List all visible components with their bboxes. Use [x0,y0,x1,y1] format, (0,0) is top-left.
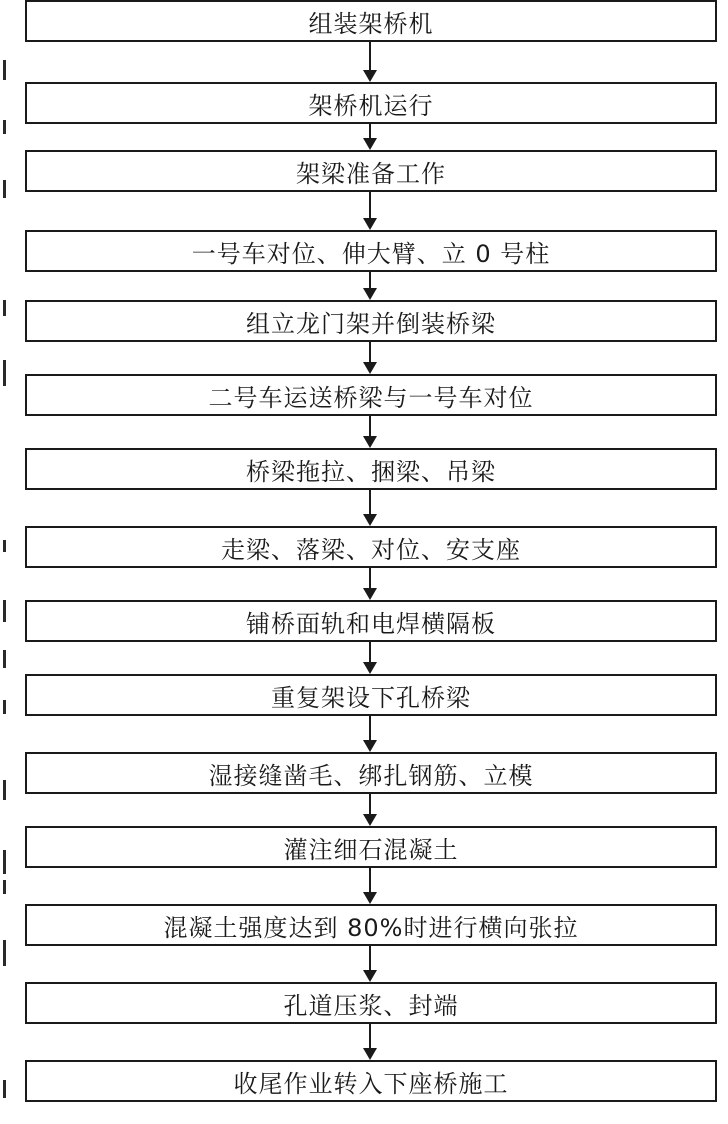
arrow-head-icon [363,138,377,150]
scan-edge-mark [3,300,6,316]
arrow-head-icon [363,362,377,374]
arrow-head-icon [363,288,377,300]
arrow-head-icon [363,514,377,526]
arrow-head-icon [363,662,377,674]
flow-step: 架梁准备工作 [25,150,717,192]
scan-edge-mark [3,850,6,874]
arrow-head-icon [363,588,377,600]
flow-step: 二号车运送桥梁与一号车对位 [25,374,717,416]
flow-arrow [363,716,377,752]
flow-arrow [363,42,377,82]
flow-arrow [363,124,377,150]
arrow-head-icon [363,218,377,230]
arrow-head-icon [363,436,377,448]
scan-edge-mark [3,650,6,668]
arrow-head-icon [363,740,377,752]
flow-step: 重复架设下孔桥梁 [25,674,717,716]
arrow-head-icon [363,70,377,82]
scan-edge-mark [3,360,6,386]
arrow-head-icon [363,970,377,982]
flow-step: 混凝土强度达到 80%时进行横向张拉 [25,904,717,946]
flow-step: 湿接缝凿毛、绑扎钢筋、立模 [25,752,717,794]
flow-arrow [363,642,377,674]
scan-edge-mark [3,780,6,800]
arrow-head-icon [363,892,377,904]
scan-edge-mark [3,180,6,198]
scan-edge-mark [3,880,6,894]
flow-arrow [363,1024,377,1060]
flow-step: 一号车对位、伸大臂、立 0 号柱 [25,230,717,272]
scan-edge-mark [3,540,6,552]
scan-edge-mark [3,1080,6,1098]
flow-step: 架桥机运行 [25,82,717,124]
flow-arrow [363,568,377,600]
scan-edge-mark [3,940,6,966]
flow-step: 组立龙门架并倒装桥梁 [25,300,717,342]
flow-arrow [363,342,377,374]
flow-step: 收尾作业转入下座桥施工 [25,1060,717,1102]
flow-arrow [363,416,377,448]
scan-edge-mark [3,700,6,714]
arrow-head-icon [363,1048,377,1060]
flow-step: 灌注细石混凝土 [25,826,717,868]
arrow-head-icon [363,814,377,826]
flow-arrow [363,868,377,904]
flow-arrow [363,192,377,230]
scan-edge-mark [3,60,6,80]
flow-step: 走梁、落梁、对位、安支座 [25,526,717,568]
flow-arrow [363,794,377,826]
flow-arrow [363,272,377,300]
flow-arrow [363,946,377,982]
flow-step: 铺桥面轨和电焊横隔板 [25,600,717,642]
scan-edge-mark [3,120,6,134]
flow-step: 组装架桥机 [25,0,717,42]
flow-arrow [363,490,377,526]
flow-step: 桥梁拖拉、捆梁、吊梁 [25,448,717,490]
flow-step: 孔道压浆、封端 [25,982,717,1024]
scan-edge-mark [3,600,6,622]
